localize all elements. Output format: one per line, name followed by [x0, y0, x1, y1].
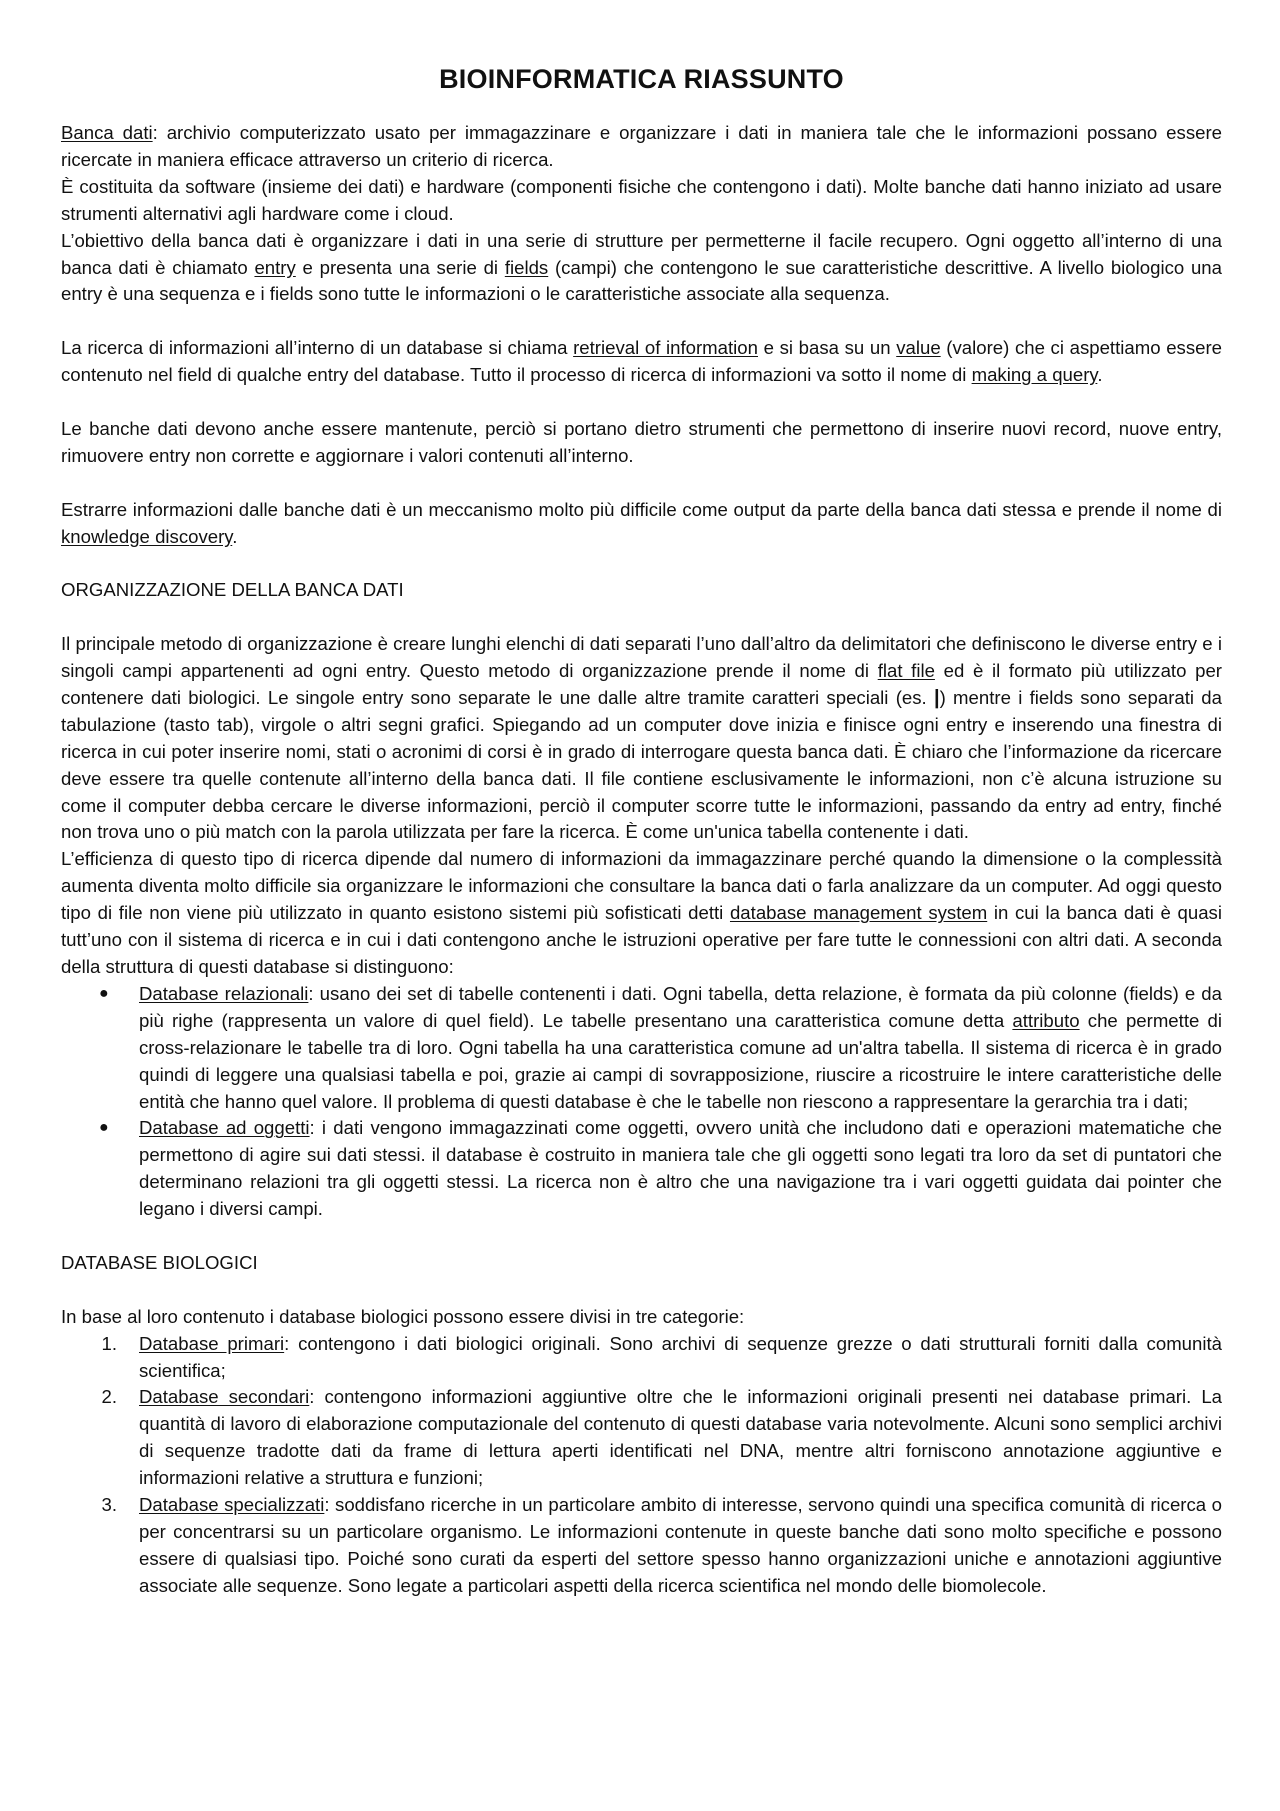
paragraph-obiettivo: L’obiettivo della banca dati è organizzare i dati in una serie di strutture per permetterne il facile recupero. Ogni oggetto all’interno di una banca dati è chiamato entry e presenta una serie di fields (campi) che contengono le sue caratteristiche descrittive. A livello biologico una entry è una sequenza e i fields sono tutte le informazioni o le caratteristiche associate alla sequenza.: [61, 229, 1222, 305]
paragraph-flat-file: Il principale metodo di organizzazione è creare lunghi elenchi di dati separati l’uno dall’altro da delimitatori che definiscono le diverse entry e i singoli campi appartenenti ad ogni entry. Questo metodo di organizzazione prende il nome di flat file ed è il formato più utilizzato per contenere dati biologici. Le singole entry sono separate le une dalle altre tramite caratteri speciali (es. |) mentre i fields sono separati da tabulazione (tasto tab), virgole o altri segni grafici. Spiegando ad un computer dove inizia e finisce ogni entry e inserendo una finestra di ricerca in cui poter inserire nomi, stati o acronimi di corsi è in grado di interrogare questa banca dati. È chiaro che l’informazione da ricercare deve essere tra quelle contenute all’interno della banca dati. Il file contiene esclusivamente le informazioni, non c’è alcuna istruzione su come il computer debba cercare le diverse informazioni, perciò il computer scorre tutte le informazioni, passando da entry ad entry, finché non trova uno o più match con la parola utilizzata per fare la ricerca. È come un'unica tabella contenente i dati.: [61, 633, 1222, 843]
list-item: ● Database relazionali: usano dei set di tabelle contenenti i dati. Ogni tabella, detta relazione, è formata da più colonne (fields) e da più righe (rappresenta un valore di quel field). Le tabelle presentano una caratteristica comune detta attributo che permette di cross-relazionare le tabelle tra di loro. Ogni tabella ha una caratteristica comune ad un'altra tabella. Il sistema di ricerca è in grado quindi di leggere una qualsiasi tabella e poi, grazie ai campi di sovrapposizione, riuscire a ricostruire le intere caratteristiche delle entità che hanno quel valore. Il problema di questi database è che le tabelle non riescono a rappresentare la gerarchia tra i dati;: [99, 982, 1222, 1112]
term-value: value: [896, 337, 941, 359]
term-primari: Database primari: [139, 1332, 285, 1354]
term-relazionali: Database relazionali: [139, 982, 309, 1004]
bullet-icon: ●: [99, 1119, 109, 1137]
list-item: 1. Database primari: contengono i dati biologici originali. Sono archivi di sequenze grezze o dati strutturali forniti dalla comunità scientifica;: [61, 1331, 1222, 1385]
section-heading-database-biologici: DATABASE BIOLOGICI: [61, 1251, 258, 1273]
list-number: 1.: [101, 1332, 117, 1354]
list-item: 3. Database specializzati: soddisfano ricerche in un particolare ambito di interesse, servono quindi una specifica comunità di ricerca o per concentrarsi su un particolare organismo. Le informazioni contenute in queste banche dati sono molto specifiche e possono essere di qualsiasi tipo. Poiché sono curati da esperti del settore spesso hanno organizzazioni uniche e annotazioni aggiuntive associate alle sequenze. Sono legate a particolari aspetti della ricerca scientifica nel mondo delle biomolecole.: [61, 1492, 1222, 1600]
paragraph-retrieval: La ricerca di informazioni all’interno di un database si chiama retrieval of information e si basa su un value (valore) che ci aspettiamo essere contenuto nel field di qualche entry del database. Tutto il processo di ricerca di informazioni va sotto il nome di making a query.: [61, 337, 1223, 386]
term-dbms: database management system: [729, 902, 988, 924]
biological-db-list: [61, 1331, 1222, 1600]
page-title: BIOINFORMATICA RIASSUNTO: [439, 64, 844, 94]
term-banca-dati: Banca dati: [61, 122, 153, 143]
term-knowledge-discovery: knowledge discovery: [61, 525, 233, 547]
term-making-a-query: making a query: [971, 364, 1098, 386]
term-ad-oggetti: Database ad oggetti: [139, 1117, 310, 1139]
term-secondari: Database secondari: [139, 1386, 310, 1408]
section-heading-organizzazione: ORGANIZZAZIONE DELLA BANCA DATI: [61, 579, 404, 601]
paragraph-categorie: In base al loro contenuto i database biologici possono essere divisi in tre categorie:: [61, 1305, 745, 1327]
paragraph-software-hardware: È costituita da software (insieme dei dati) e hardware (componenti fisiche che contengono i dati). Molte banche dati hanno iniziato ad usare strumenti alternativi agli hardware come i cloud.: [61, 175, 1222, 224]
pipe-symbol: |: [933, 686, 940, 709]
bullet-icon: ●: [99, 984, 109, 1002]
term-entry: entry: [254, 256, 296, 278]
term-fields: fields: [504, 256, 549, 278]
term-specializzati: Database specializzati: [139, 1494, 325, 1516]
paragraph-knowledge-discovery: Estrarre informazioni dalle banche dati è un meccanismo molto più difficile come output da parte della banca dati stessa e prende il nome di knowledge discovery.: [61, 498, 1222, 547]
term-retrieval: retrieval of information: [573, 337, 758, 359]
database-types-list: [61, 981, 1222, 1223]
paragraph-efficienza: L’efficienza di questo tipo di ricerca dipende dal numero di informazioni da immagazzinare perché quando la dimensione o la complessità aumenta diventa molto difficile sia organizzare le informazioni che consultare la banca dati o farla analizzare da un computer. Ad oggi questo tipo di file non viene più utilizzato in quanto esistono sistemi più sofisticati detti database management system in cui la banca dati è quasi tutt’uno con il sistema di ricerca e in cui i dati contengono anche le istruzioni operative per fare tutte le connessioni con altri dati. A seconda della struttura di questi database si distinguono:: [61, 848, 1222, 978]
list-number: 3.: [101, 1494, 117, 1516]
list-item: 2. Database secondari: contengono informazioni aggiuntive oltre che le informazioni originali presenti nei database primari. La quantità di lavoro di elaborazione computazionale del contenuto di questi database varia notevolmente. Alcuni sono semplici archivi di sequenze tradotte dati da frame di lettura aperti identificati nel DNA, mentre altri forniscono annotazione aggiuntive e informazioni relative a struttura e funzioni;: [61, 1384, 1222, 1492]
paragraph-banca-dati: Banca dati: archivio computerizzato usato per immagazzinare e organizzare i dati in maniera tale che le informazioni possano essere ricercate in maniera efficace attraverso un criterio di ricerca.: [61, 122, 1222, 170]
list-number: 2.: [101, 1386, 117, 1408]
term-flat-file: flat file: [877, 660, 935, 682]
paragraph-manutenzione: Le banche dati devono anche essere mantenute, perciò si portano dietro strumenti che permettono di inserire nuovi record, nuove entry, rimuovere entry non corrette e aggiornare i valori contenuti all’interno.: [61, 417, 1222, 466]
term-attributo: attributo: [1012, 1009, 1080, 1031]
list-item: ● Database ad oggetti: i dati vengono immagazzinati come oggetti, ovvero unità che includono dati e operazioni matematiche che permettono di agire sui dati stessi. il database è costruito in maniera tale che gli oggetti sono legati tra loro da set di puntatori che determinano relazioni tra gli oggetti stessi. La ricerca non è altro che una navigazione tra i vari oggetti guidata dai pointer che legano i diversi campi.: [99, 1117, 1222, 1220]
